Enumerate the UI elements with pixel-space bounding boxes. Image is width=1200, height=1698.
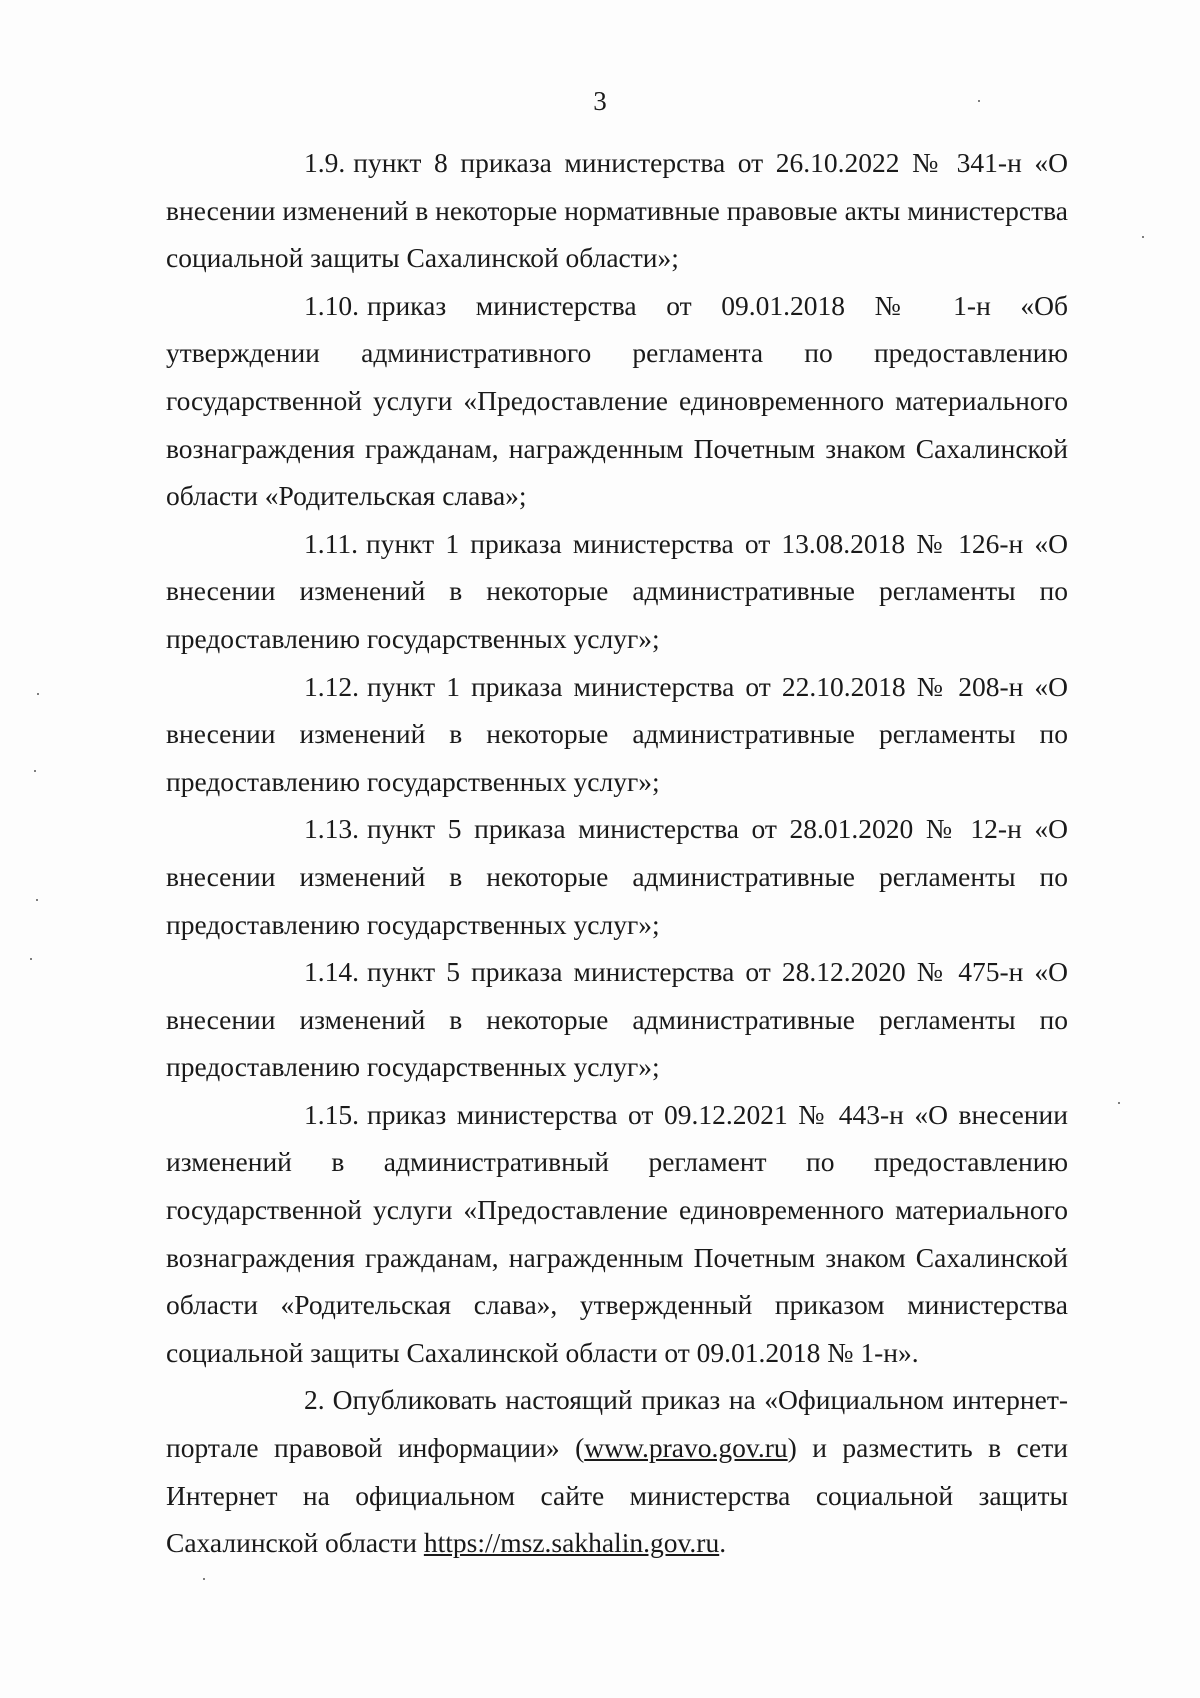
item-number: 1.13. <box>304 813 359 845</box>
list-item-1-11 <box>166 520 1068 663</box>
scan-speck <box>34 770 36 772</box>
item-text: пункт 5 приказа министерства от 28.01.2020 № 12-н «О внесении изменений в некоторые административные регламенты по предоставлению государственных услуг»; <box>166 813 1068 940</box>
item-text: приказ министерства от 09.01.2018 № 1-н «Об утверждении административного регламента по предоставлению государственной услуги «Предоставление единовременного материального вознаграждения гражданам, награжденным Почетным знаком Сахалинской области «Родительская слава»; <box>166 289 1068 512</box>
list-item-1-9 <box>166 139 1068 282</box>
msz-sakhalin-link[interactable]: https://msz.sakhalin.gov.ru <box>423 1527 720 1559</box>
pravo-gov-link[interactable]: www.pravo.gov.ru <box>584 1432 788 1464</box>
item-number: 1.14. <box>304 956 359 988</box>
list-item-1-12 <box>166 663 1068 806</box>
item-number: 1.9. <box>304 147 346 178</box>
list-item-1-13 <box>166 805 1068 948</box>
page-number: 3 <box>593 86 607 116</box>
item-text: пункт 1 приказа министерства от 13.08.2018 № 126-н «О внесении изменений в некоторые административные регламенты по предоставлению государственных услуг»; <box>166 527 1068 654</box>
item-text-part: . <box>719 1527 727 1559</box>
item-text: пункт 8 приказа министерства от 26.10.2022 № 341-н «О внесении изменений в некоторые нормативные правовые акты министерства социальной защиты Сахалинской области»; <box>166 147 1068 274</box>
scan-speck <box>1118 1102 1120 1104</box>
list-item-1-14 <box>166 948 1068 1091</box>
item-number: 2. <box>304 1384 325 1416</box>
list-item-1-15 <box>166 1091 1068 1377</box>
document-body <box>166 139 1068 1567</box>
item-text: пункт 5 приказа министерства от 28.12.2020 № 475-н «О внесении изменений в некоторые административные регламенты по предоставлению государственных услуг»; <box>166 956 1068 1083</box>
item-text: пункт 1 приказа министерства от 22.10.2018 № 208-н «О внесении изменений в некоторые административные регламенты по предоставлению государственных услуг»; <box>166 670 1068 797</box>
item-text-part: ) и разместить в сети Интернет на официальном сайте министерства социальной защиты Сахалинской области <box>166 1432 1068 1559</box>
scan-speck <box>978 100 980 102</box>
item-number: 1.11. <box>304 527 358 559</box>
item-number: 1.15. <box>304 1098 359 1130</box>
list-item-2 <box>166 1376 1068 1566</box>
scan-speck <box>30 958 32 960</box>
scan-speck <box>203 1578 205 1580</box>
scan-speck <box>37 693 39 695</box>
item-number: 1.12. <box>304 670 359 702</box>
item-number: 1.10. <box>304 289 359 321</box>
item-text-part: Опубликовать настоящий приказ на «Официальном интернет-портале правовой информации» ( <box>166 1384 1068 1464</box>
item-text: приказ министерства от 09.12.2021 № 443-н «О внесении изменений в административный регламент по предоставлению государственной услуги «Предоставление единовременного материального вознаграждения гражданам, награжденным Почетным знаком Сахалинской области «Родительская слава», утвержденный приказом министерства социальной защиты Сахалинской области от 09.01.2018 № 1-н». <box>166 1098 1068 1368</box>
scan-speck <box>36 899 38 901</box>
list-item-1-10 <box>166 282 1068 520</box>
scan-speck <box>1142 236 1144 238</box>
